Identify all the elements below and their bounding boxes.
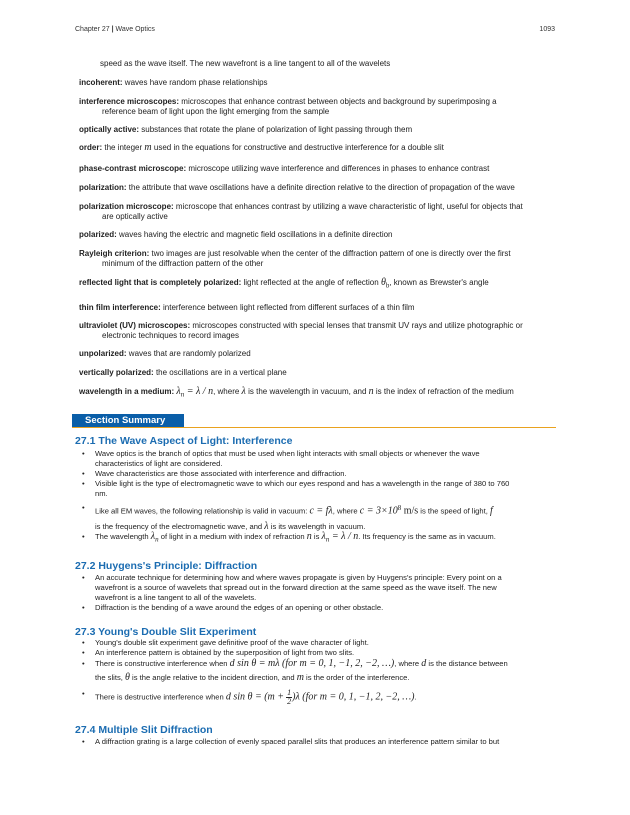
- bullet-continuation: is its wavelength in vacuum.: [270, 521, 366, 531]
- glossary-entry: [79, 303, 557, 313]
- bullet-continuation: the slits,: [95, 673, 123, 682]
- glossary-definition: microscope utilizing wave interference and differences in phases to enhance contrast: [188, 164, 490, 173]
- glossary-entry: [79, 183, 557, 193]
- math-equation: d sin θ = (m +: [225, 691, 284, 703]
- math-symbol: n: [306, 531, 312, 542]
- bullet-dot: •: [82, 648, 85, 657]
- math-unit: m/s: [401, 505, 419, 517]
- bullet-item: [82, 737, 562, 747]
- bullet-dot: •: [82, 638, 85, 647]
- glossary-term: polarization microscope:: [79, 202, 174, 211]
- bullet-text: Wave characteristics are those associated with interference and diffraction.: [95, 469, 347, 478]
- math-symbol: m: [296, 672, 304, 683]
- glossary-term: order:: [79, 143, 103, 152]
- bullet-text: There is destructive interference when: [95, 692, 224, 702]
- glossary-definition: waves having the electric and magnetic field oscillations in a definite direction: [119, 230, 393, 239]
- glossary-definition: used in the equations for constructive and destructive interference for a double slit: [153, 143, 444, 152]
- header-separator: |: [109, 26, 116, 33]
- math-symbol: λ: [150, 531, 156, 542]
- bullet-continuation: nm.: [95, 489, 108, 498]
- glossary-entry: [79, 349, 557, 359]
- glossary-entry: [79, 78, 557, 88]
- glossary-definition: the integer: [104, 143, 143, 152]
- math-equation: λ: [321, 531, 326, 542]
- math-equation: λ: [176, 386, 181, 397]
- section-heading: 27.2 Huygens's Principle: Diffraction: [75, 560, 258, 572]
- glossary-entry: [79, 368, 557, 378]
- glossary-definition: waves have random phase relationships: [124, 78, 268, 87]
- glossary-definition: waves that are randomly polarized: [128, 349, 251, 358]
- glossary-entry: [79, 278, 557, 291]
- math-equation: d sin θ = mλ (for m = 0, 1, −1, 2, −2, …): [229, 658, 395, 669]
- section-heading: 27.3 Young's Double Slit Experiment: [75, 626, 257, 638]
- bullet-item: [82, 469, 562, 479]
- math-symbol: θ: [380, 277, 386, 288]
- bullet-dot: •: [82, 479, 85, 488]
- glossary-term: optically active:: [79, 125, 140, 134]
- glossary-term: reflected light that is completely polarized:: [79, 278, 242, 287]
- glossary-entry: [79, 143, 557, 153]
- math-symbol: λ: [264, 520, 269, 532]
- bullet-item: [82, 638, 562, 648]
- math-equation: c = fλ: [309, 505, 333, 517]
- math-equation: = λ / n: [184, 386, 214, 397]
- math-symbol: d: [421, 658, 427, 669]
- bullet-text: is the speed of light,: [420, 506, 488, 516]
- bullet-dot: •: [82, 449, 85, 458]
- math-equation: = λ / n: [329, 531, 359, 542]
- glossary-definition: is the wavelength in vacuum, and: [248, 387, 367, 396]
- math-superscript: 8: [397, 504, 402, 512]
- bullet-text: .: [414, 692, 417, 702]
- bullet-item: [82, 532, 562, 545]
- glossary-entry: [79, 321, 557, 341]
- bullet-dot: •: [82, 532, 85, 541]
- bullet-continuation: is the order of the interference.: [306, 673, 410, 682]
- bullet-text: Diffraction is the bending of a wave around the edges of an opening or other obstacle.: [95, 603, 384, 612]
- bullet-text: The wavelength: [95, 532, 149, 541]
- section-heading: 27.1 The Wave Aspect of Light: Interference: [75, 435, 293, 447]
- math-equation: c = 3×10: [359, 505, 398, 517]
- bullet-item: [82, 573, 562, 603]
- glossary-definition: light reflected at the angle of reflection: [243, 278, 379, 287]
- glossary-definition: microscopes that enhance contrast between objects and background by superimposing a: [181, 97, 497, 106]
- glossary-term: incoherent:: [79, 78, 123, 87]
- bullet-text: Visible light is the type of electromagnetic wave to which our eyes respond and has a wavelength in the range of 380 to 760: [95, 479, 510, 488]
- glossary-definition: , where: [213, 387, 240, 396]
- bullet-text: . Its frequency is the same as in vacuum.: [358, 532, 496, 541]
- math-symbol: m: [144, 142, 152, 153]
- bullet-text: An interference pattern is obtained by the superposition of light from two slits.: [95, 648, 355, 657]
- glossary-term: polarization:: [79, 183, 127, 192]
- page-number: 1093: [539, 26, 555, 33]
- glossary-entry: [79, 97, 557, 117]
- glossary-continuation: minimum of the diffraction pattern of the other: [102, 259, 264, 268]
- bullet-continuation: wavefront is a line tangent to all of the wavelets.: [95, 593, 257, 602]
- glossary-definition: the oscillations are in a vertical plane: [155, 368, 287, 377]
- bullet-text: , where: [394, 659, 420, 668]
- bullet-text: , where: [332, 506, 358, 516]
- glossary-term: unpolarized:: [79, 349, 127, 358]
- bullet-item: [82, 603, 562, 613]
- bullet-continuation: characteristics of light are considered.: [95, 459, 223, 468]
- glossary-term: ultraviolet (UV) microscopes:: [79, 321, 191, 330]
- glossary-definition: microscopes constructed with special lenses that transmit UV rays and utilize photographic or: [192, 321, 523, 330]
- bullet-text: An accurate technique for determining how and where waves propagate is given by Huygens's principle: Every point on a: [95, 573, 502, 582]
- bullet-dot: •: [82, 469, 85, 478]
- bullet-text: A diffraction grating is a large collection of evenly spaced parallel slits that produces an interference pattern similar to but: [95, 737, 500, 746]
- glossary-term: Rayleigh criterion:: [79, 249, 150, 258]
- bullet-item: [82, 648, 562, 658]
- bullet-text: is the distance between: [428, 659, 508, 668]
- math-subscript: n: [325, 535, 330, 544]
- math-symbol: θ: [124, 672, 130, 683]
- bullet-continuation: wavefront is a source of wavelets that spread out in the forward direction at the same speed as the wave itself. The new: [95, 583, 497, 592]
- glossary-entry: [79, 230, 557, 240]
- glossary-entry: [79, 387, 557, 400]
- math-subscript: n: [180, 390, 185, 399]
- glossary-term: phase-contrast microscope:: [79, 164, 187, 173]
- fraction-numerator: 1: [287, 688, 292, 697]
- math-symbol: λ: [241, 386, 246, 397]
- glossary-term: interference microscopes:: [79, 97, 180, 106]
- glossary-continuation: electronic techniques to record images: [102, 331, 239, 340]
- math-equation: )λ (for m = 0, 1, −1, 2, −2, …): [292, 691, 415, 703]
- bullet-dot: •: [82, 737, 85, 746]
- bullet-item: [82, 659, 562, 683]
- running-header: [75, 26, 155, 33]
- section-heading: 27.4 Multiple Slit Diffraction: [75, 724, 213, 736]
- bullet-item: [82, 503, 562, 532]
- bullet-dot: •: [82, 503, 85, 512]
- glossary-entry: [79, 164, 557, 174]
- glossary-definition: substances that rotate the plane of polarization of light passing through them: [141, 125, 413, 134]
- bullet-text: of light in a medium with index of refraction: [160, 532, 305, 541]
- glossary-term: polarized:: [79, 230, 117, 239]
- bullet-item: [82, 449, 562, 469]
- glossary-definition: interference between light reflected from different surfaces of a thin film: [163, 303, 415, 312]
- math-symbol: n: [368, 386, 374, 397]
- glossary-definition: the attribute that wave oscillations have a definite direction relative to the direction of propagation of the wave: [128, 183, 515, 192]
- glossary-entry: [79, 202, 557, 222]
- bullet-item: [82, 479, 562, 499]
- fraction-denominator: 2: [287, 697, 292, 706]
- bullet-text: Like all EM waves, the following relationship is valid in vacuum:: [95, 506, 308, 516]
- glossary-term: wavelength in a medium:: [79, 387, 175, 396]
- section-summary-bar: [72, 414, 556, 428]
- glossary-definition: , known as Brewster's angle: [389, 278, 489, 287]
- carryover-text: speed as the wave itself. The new wavefront is a line tangent to all of the wavelets: [100, 59, 391, 68]
- bullet-continuation: is the frequency of the electromagnetic wave, and: [95, 521, 263, 531]
- bullet-text: Young's double slit experiment gave definitive proof of the wave character of light.: [95, 638, 369, 647]
- section-summary-label: Section Summary: [72, 414, 184, 427]
- glossary-definition: is the index of refraction of the medium: [375, 387, 514, 396]
- bullet-text: Wave optics is the branch of optics that must be used when light interacts with small objects or whenever the wave: [95, 449, 480, 458]
- chapter-title: Wave Optics: [115, 26, 155, 33]
- bullet-dot: •: [82, 603, 85, 612]
- bullet-dot: •: [82, 689, 85, 698]
- math-symbol: f: [489, 505, 493, 517]
- bullet-continuation: is the angle relative to the incident direction, and: [132, 673, 295, 682]
- math-subscript: n: [155, 535, 159, 544]
- glossary-entry: [79, 125, 557, 135]
- bullet-text: is: [313, 532, 320, 541]
- bullet-text: There is constructive interference when: [95, 659, 228, 668]
- glossary-definition: two images are just resolvable when the center of the diffraction pattern of one is directly over the first: [151, 249, 511, 258]
- glossary-entry: [79, 249, 557, 269]
- bullet-item: [82, 689, 562, 706]
- bullet-dot: •: [82, 659, 85, 668]
- chapter-label: Chapter 27: [75, 26, 110, 33]
- glossary-definition: microscope that enhances contrast by utilizing a wave characteristic of light, useful for objects that: [175, 202, 523, 211]
- bullet-dot: •: [82, 573, 85, 582]
- glossary-term: vertically polarized:: [79, 368, 154, 377]
- glossary-continuation: reference beam of light upon the light emerging from the sample: [102, 107, 330, 116]
- glossary-term: thin film interference:: [79, 303, 161, 312]
- glossary-continuation: are optically active: [102, 212, 168, 221]
- math-subscript: b: [385, 281, 390, 290]
